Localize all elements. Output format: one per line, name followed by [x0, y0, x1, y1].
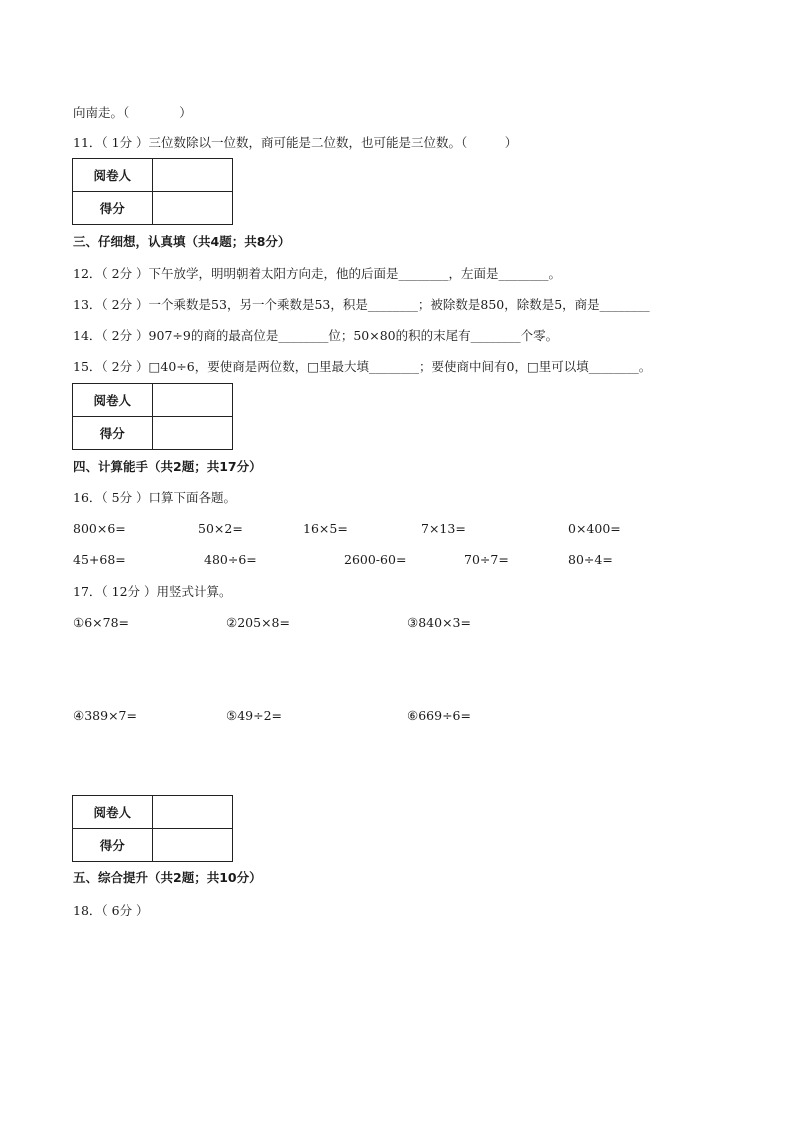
grader-table-1	[72, 158, 233, 225]
grader-table-2	[72, 383, 233, 450]
oral-calc-item: 0×400=	[568, 521, 621, 536]
score-label: 得分	[73, 192, 153, 225]
reviewer-label: 阅卷人	[73, 159, 153, 192]
vertical-calc-item: ①6×78=	[73, 615, 130, 630]
score-blank	[152, 417, 232, 450]
question-11: 11．（ 1分 ）三位数除以一位数，商可能是二位数，也可能是三位数。（ ）	[73, 135, 518, 150]
oral-calc-item: 7×13=	[421, 521, 466, 536]
question-15: 15．（ 2分 ）□40÷6，要使商是两位数，□里最大填________；要使商中间有0，□里可以填________。	[73, 359, 652, 374]
oral-calc-item: 480÷6=	[204, 552, 257, 567]
reviewer-blank	[152, 159, 232, 192]
vertical-calc-item: ②205×8=	[226, 615, 290, 630]
oral-calc-item: 50×2=	[198, 521, 243, 536]
vertical-calc-item: ⑤49÷2=	[226, 708, 283, 723]
oral-calc-item: 70÷7=	[464, 552, 509, 567]
score-label: 得分	[73, 829, 153, 862]
section-5-heading: 五、综合提升（共2题；共10分）	[73, 870, 262, 885]
section-3-heading: 三、仔细想，认真填（共4题；共8分）	[73, 234, 291, 249]
oral-calc-item: 16×5=	[303, 521, 348, 536]
reviewer-blank	[152, 384, 232, 417]
score-blank	[152, 192, 232, 225]
question-17: 17．（ 12分 ）用竖式计算。	[73, 584, 232, 599]
reviewer-label: 阅卷人	[73, 796, 153, 829]
vertical-calc-item: ⑥669÷6=	[407, 708, 471, 723]
score-label: 得分	[73, 417, 153, 450]
reviewer-blank	[152, 796, 232, 829]
oral-calc-item: 800×6=	[73, 521, 126, 536]
question-16: 16．（ 5分 ）口算下面各题。	[73, 490, 237, 505]
vertical-calc-item: ③840×3=	[407, 615, 471, 630]
score-blank	[152, 829, 232, 862]
question-18: 18．（ 6分 ）	[73, 903, 149, 918]
oral-calc-item: 80÷4=	[568, 552, 613, 567]
question-14: 14．（ 2分 ）907÷9的商的最高位是________位；50×80的积的末尾有________个零。	[73, 328, 559, 343]
section-4-heading: 四、计算能手（共2题；共17分）	[73, 459, 262, 474]
reviewer-label: 阅卷人	[73, 384, 153, 417]
grader-table-3	[72, 795, 233, 862]
question-13: 13．（ 2分 ）一个乘数是53，另一个乘数是53，积是________；被除数是850，除数是5，商是________	[73, 297, 650, 312]
oral-calc-item: 45+68=	[73, 552, 126, 567]
question-12: 12．（ 2分 ）下午放学，明明朝着太阳方向走，他的后面是________，左面是________。	[73, 266, 562, 281]
vertical-calc-item: ④389×7=	[73, 708, 137, 723]
continued-question-line: 向南走。（ ）	[73, 105, 192, 120]
oral-calc-item: 2600-60=	[344, 552, 407, 567]
